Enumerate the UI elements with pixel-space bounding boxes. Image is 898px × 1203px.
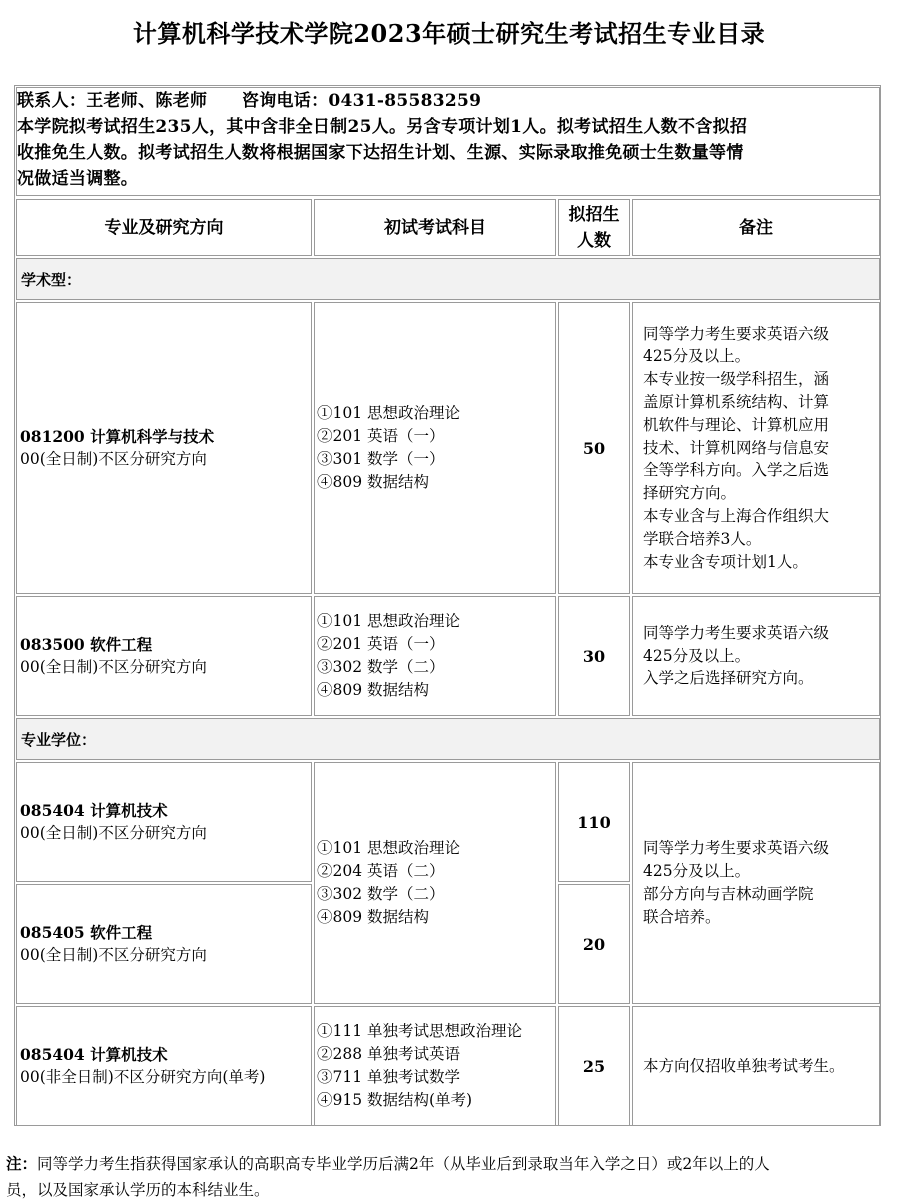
info-text — [17, 88, 879, 192]
row-083500-remark: 同等学力考生要求英语六级 425分及以上。 入学之后选择研究方向。 — [632, 596, 880, 716]
row-081200-remark: 同等学力考生要求英语六级 425分及以上。 本专业按一级学科招生，涵 盖原计算机系统结构、计算 机软件与理论、计算机应用 技术、计算机网络与信息安 全等学科方向。入学之后选 择研究方向。 本专业含与上海合作组织大 学联合培养3人。 本专业含专项计划1人。 — [632, 302, 880, 594]
row-083500-subjects: ①101 思想政治理论 ②201 英语（一） ③302 数学（二） ④809 数据结构 — [314, 596, 556, 716]
footnote-line-2: 员，以及国家承认学历的本科结业生。 — [6, 1181, 270, 1199]
header-remark: 备注 — [632, 199, 880, 256]
row-083500-major: 083500 软件工程 00(全日制)不区分研究方向 — [16, 596, 312, 716]
plan-line-2: 收推免生人数。拟考试招生人数将根据国家下达招生计划、生源、实际录取推免硕士生数量等情 — [17, 143, 744, 163]
section-professional: 专业学位： — [16, 718, 880, 760]
shared-subjects: ①101 思想政治理论 ②204 英语（二） ③302 数学（二） ④809 数据结构 — [314, 762, 556, 1004]
footnote-label: 注： — [6, 1154, 38, 1173]
header-major: 专业及研究方向 — [16, 199, 312, 256]
row-085404-major: 085404 计算机技术 00(全日制)不区分研究方向 — [16, 762, 312, 882]
row-081200-subjects: ①101 思想政治理论 ②201 英语（一） ③301 数学（一） ④809 数据结构 — [314, 302, 556, 594]
plan-line-3: 况做适当调整。 — [17, 169, 139, 189]
row-085405-major: 085405 软件工程 00(全日制)不区分研究方向 — [16, 884, 312, 1004]
row-085405-count: 20 — [558, 884, 630, 1004]
row-085404-parttime-major: 085404 计算机技术 00(非全日制)不区分研究方向(单考) — [16, 1006, 312, 1126]
page-title: 计算机科学技术学院2023年硕士研究生考试招生专业目录 — [132, 19, 766, 48]
contact-line: 联系人：王老师、陈老师 咨询电话：0431-85583259 — [17, 91, 482, 111]
row-083500-count: 30 — [558, 596, 630, 716]
row-081200-major: 081200 计算机科学与技术 00(全日制)不区分研究方向 — [16, 302, 312, 594]
row-085404-parttime-subjects: ①111 单独考试思想政治理论 ②288 单独考试英语 ③711 单独考试数学 ④915 数据结构(单考) — [314, 1006, 556, 1126]
header-subjects: 初试考试科目 — [314, 199, 556, 256]
footnote-line-1: 同等学力考生指获得国家承认的高职高专毕业学历后满2年（从毕业后到录取当年入学之日）或2年以上的人 — [37, 1155, 770, 1173]
footnote — [6, 1151, 892, 1203]
row-081200-count: 50 — [558, 302, 630, 594]
row-085404-count: 110 — [558, 762, 630, 882]
section-academic: 学术型： — [16, 258, 880, 300]
row-085404-parttime-count: 25 — [558, 1006, 630, 1126]
plan-line-1: 本学院拟考试招生235人，其中含非全日制25人。另含专项计划1人。拟考试招生人数不含拟招 — [17, 117, 748, 137]
row-085404-parttime-remark: 本方向仅招收单独考试考生。 — [632, 1006, 880, 1126]
header-count: 拟招生 人数 — [558, 199, 630, 256]
shared-remark: 同等学力考生要求英语六级 425分及以上。 部分方向与吉林动画学院 联合培养。 — [632, 762, 880, 1004]
